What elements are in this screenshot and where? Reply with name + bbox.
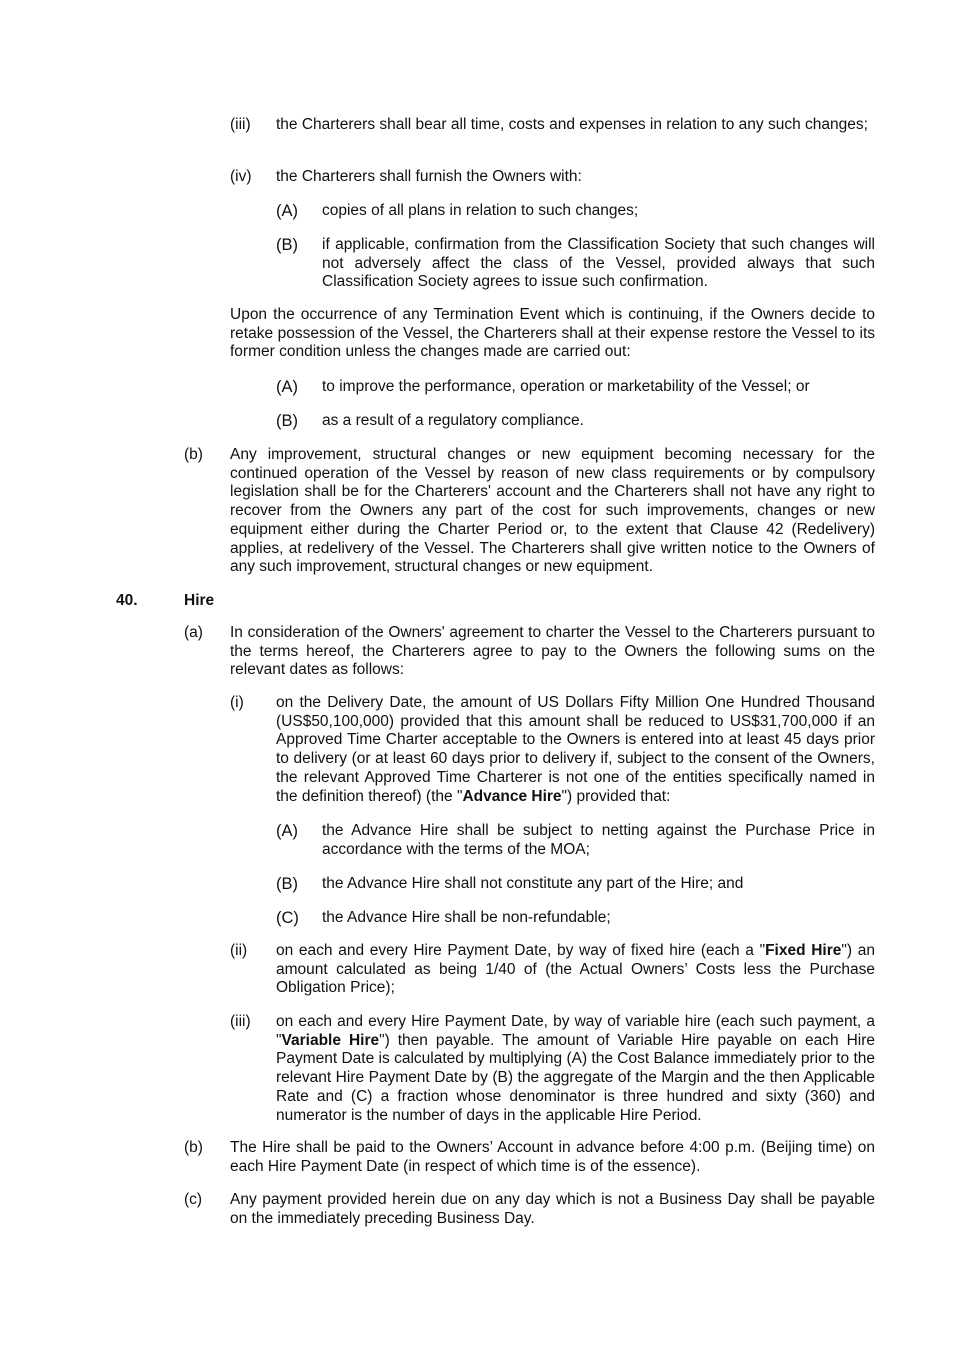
item-text: the Advance Hire shall be subject to netting against the Purchase Price in accordance with the terms of the MOA; — [322, 822, 875, 858]
item-label: (iii) — [230, 1013, 251, 1030]
item-label: (B) — [276, 236, 298, 254]
item-text: Any payment provided herein due on any day which is not a Business Day shall be payable on the immediately preceding Business Day. — [230, 1191, 875, 1227]
item-label: (c) — [184, 1191, 203, 1208]
defined-term: Advance Hire — [462, 787, 562, 805]
text-segment: ") an amount calculated as being 1/40 of (the Actual Owners’ Costs less the Purchase Obligation Price); — [276, 942, 875, 997]
item-label: (ii) — [230, 942, 248, 959]
item-text: the Advance Hire shall not constitute any part of the Hire; and — [322, 875, 744, 892]
text-segment: on each and every Hire Payment Date, by way of fixed hire (each a " — [276, 942, 766, 959]
text-segment: on the Delivery Date, the amount of US Dollars Fifty Million One Hundred Thousand (US$50,100,000) provided that this amount shall be reduced to US$31,700,000 if an Approved Time Charter acceptable to the Owners is entered into at least 45 days prior to delivery (or at least 60 days prior to delivery if, subject to the consent of the Owners, the relevant Approved Time Charterer is not one of the entities specifically named in the definition thereof) (the " — [276, 694, 875, 805]
item-text: Any improvement, structural changes or new equipment becoming necessary for the continued operation of the Vessel by reason of new class requirements or by compulsory legislation shall be for the Charterers' account and the Charterers shall not have any right to recover from the Owners any part of the cost for such improvements, changes or new equipment either during the Charter Period or, to the extent that Clause 42 (Redelivery) applies, at redelivery of the Vessel. The Charterers shall give written notice to the Owners of any such improvement, structural changes or new equipment. — [230, 446, 875, 576]
item-text: to improve the performance, operation or marketability of the Vessel; or — [322, 378, 810, 395]
item-text: the Charterers shall furnish the Owners with: — [276, 168, 582, 185]
item-label: (iii) — [230, 116, 251, 133]
text-segment: ") then payable. The amount of Variable Hire payable on each Hire Payment Date is calculated by multiplying (A) the Cost Balance immediately prior to the relevant Hire Payment Date by (B) the aggregate of the Margin and the then Applicable Rate and (C) a fraction whose denominator is three hundred and sixty (360) and numerator is the number of days in the applicable Hire Period. — [276, 1031, 876, 1124]
item-text: the Advance Hire shall be non-refundable; — [322, 909, 611, 926]
defined-term: Fixed Hire — [765, 942, 842, 959]
clause-number: 40. — [116, 592, 138, 609]
item-label: (B) — [276, 875, 298, 893]
paragraph-text: Upon the occurrence of any Termination Event which is continuing, if the Owners decide to retake possession of the Vessel, the Charterers shall at their expense restore the Vessel to its former condition unless the changes made are carried out: — [230, 306, 875, 361]
item-label: (b) — [184, 446, 203, 463]
text-segment: ") provided that: — [561, 787, 671, 805]
item-label: (A) — [276, 822, 298, 840]
item-text: The Hire shall be paid to the Owners’ Account in advance before 4:00 p.m. (Beijing time) on each Hire Payment Date (in respect of which time is of the essence). — [230, 1139, 875, 1175]
item-text: In consideration of the Owners' agreement to charter the Vessel to the Charterers pursuant to the terms hereof, the Charterers agree to pay to the Owners the following sums on the relevant dates as follows: — [230, 624, 875, 679]
clause-title: Hire — [184, 592, 215, 609]
item-label: (A) — [276, 378, 298, 396]
item-text — [276, 694, 875, 806]
item-label: (C) — [276, 909, 299, 927]
item-text — [276, 942, 875, 998]
item-label: (A) — [276, 202, 298, 220]
text-segment: on each and every Hire Payment Date, by way of variable hire (each such payment, a " — [276, 1013, 875, 1049]
item-text: the Charterers shall bear all time, costs and expenses in relation to any such changes; — [276, 116, 868, 133]
item-label: (B) — [276, 412, 298, 430]
item-text: if applicable, confirmation from the Classification Society that such changes will not adversely affect the class of the Vessel, provided always that such Classification Society agrees to issue such confirmation. — [322, 236, 875, 291]
defined-term: Variable Hire — [281, 1031, 380, 1049]
item-label: (i) — [230, 694, 244, 711]
item-label: (a) — [184, 624, 203, 641]
item-label: (b) — [184, 1139, 203, 1156]
item-text: copies of all plans in relation to such changes; — [322, 202, 639, 219]
item-label: (iv) — [230, 168, 252, 185]
item-text: as a result of a regulatory compliance. — [322, 412, 584, 429]
item-text — [276, 1013, 875, 1125]
